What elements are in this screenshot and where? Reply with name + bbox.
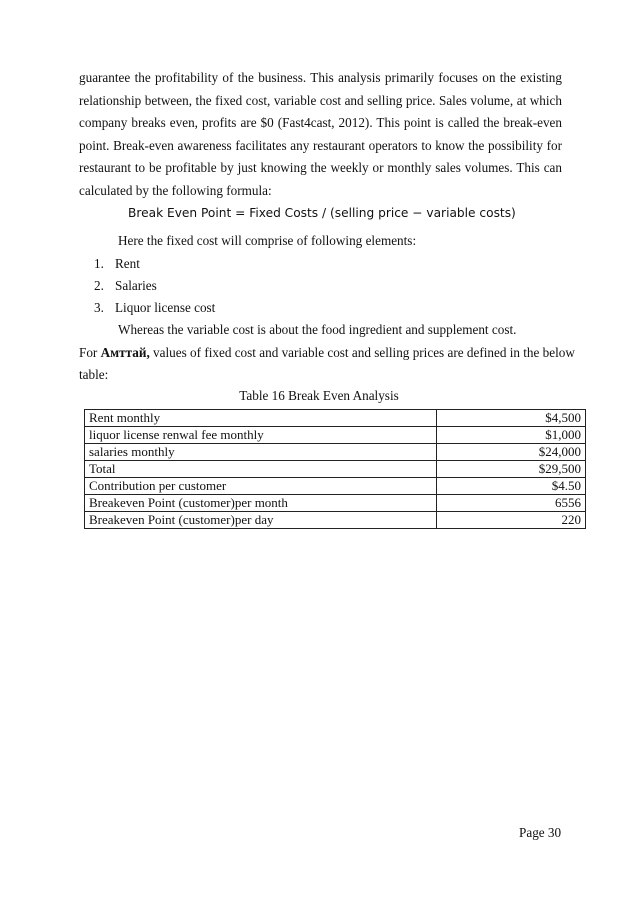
intro-paragraph — [79, 67, 562, 203]
values-sentence-continuation: table: — [79, 367, 109, 382]
table-row — [85, 410, 586, 427]
paragraph-line: guarantee the profitability of the business. This analysis primarily focuses on the existing — [79, 70, 562, 85]
list-item — [94, 278, 157, 294]
row-label: Total — [85, 461, 437, 478]
row-label: Breakeven Point (customer)per month — [85, 495, 437, 512]
fixed-cost-intro: Here the fixed cost will comprise of following elements: — [118, 233, 417, 248]
row-label: liquor license renwal fee monthly — [85, 427, 437, 444]
table-caption: Table 16 Break Even Analysis — [239, 388, 399, 403]
row-value: $1,000 — [437, 427, 586, 444]
brand-name: Амттай, — [100, 345, 150, 360]
list-text: Salaries — [115, 278, 157, 293]
list-item — [94, 256, 140, 272]
row-value: $29,500 — [437, 461, 586, 478]
break-even-formula: Break Even Point = Fixed Costs / (selling price − variable costs) — [128, 206, 516, 220]
row-label: salaries monthly — [85, 444, 437, 461]
row-value: 6556 — [437, 495, 586, 512]
row-value: 220 — [437, 512, 586, 529]
table-row — [85, 512, 586, 529]
page-number: Page 30 — [519, 825, 562, 840]
sentence-suffix: values of fixed cost and variable cost and selling prices are defined in the below — [149, 345, 575, 360]
table-row — [85, 478, 586, 495]
sentence-prefix: For — [79, 345, 101, 360]
list-number: 2. — [94, 278, 104, 293]
row-value: $4.50 — [437, 478, 586, 495]
row-label: Contribution per customer — [85, 478, 437, 495]
list-number: 1. — [94, 256, 104, 271]
paragraph-line: point. Break-even awareness facilitates any restaurant operators to know the possibility for — [79, 137, 562, 153]
row-value: $24,000 — [437, 444, 586, 461]
row-label: Breakeven Point (customer)per day — [85, 512, 437, 529]
list-text: Rent — [115, 256, 140, 271]
row-value: $4,500 — [437, 410, 586, 427]
paragraph-line: restaurant to be profitable by just knowing the weekly or monthly sales volumes. This can — [79, 160, 562, 176]
break-even-table — [84, 409, 586, 529]
list-item — [94, 300, 215, 316]
table-row — [85, 427, 586, 444]
table-row — [85, 444, 586, 461]
list-number: 3. — [94, 300, 104, 315]
table-row — [85, 461, 586, 478]
paragraph-line: company breaks even, profits are $0 (Fast4cast, 2012). This point is called the break-even — [79, 115, 562, 131]
paragraph-line: calculated by the following formula: — [79, 182, 272, 198]
values-sentence — [79, 345, 575, 361]
variable-cost-line: Whereas the variable cost is about the food ingredient and supplement cost. — [118, 322, 517, 337]
table-row — [85, 495, 586, 512]
paragraph-line: relationship between, the fixed cost, variable cost and selling price. Sales volume, at which — [79, 92, 562, 108]
list-text: Liquor license cost — [115, 300, 216, 315]
row-label: Rent monthly — [85, 410, 437, 427]
